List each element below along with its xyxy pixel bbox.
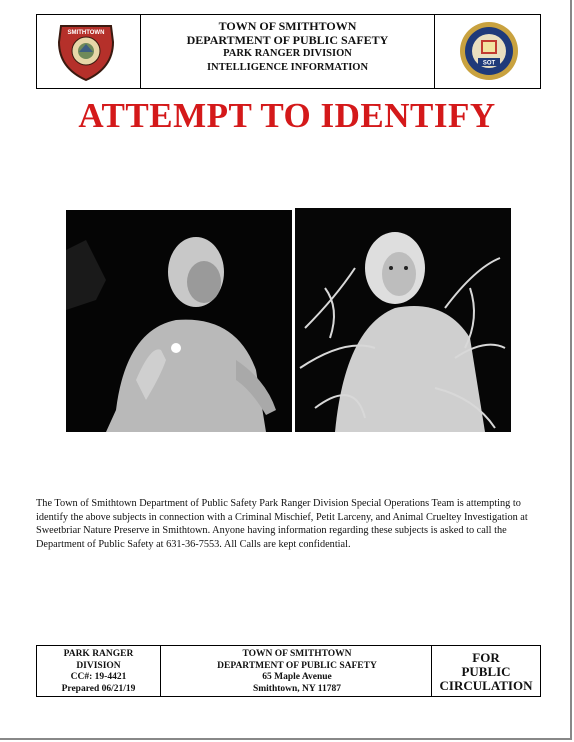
surveillance-photo-1 xyxy=(66,210,292,432)
header-left-cell xyxy=(37,15,141,88)
footer-right-line: PUBLIC xyxy=(461,664,511,679)
header-town: TOWN OF SMITHTOWN xyxy=(218,19,357,33)
header-division: PARK RANGER DIVISION xyxy=(223,48,352,59)
hooded-figure-brush-image xyxy=(295,208,511,432)
footer-left-line: PARK RANGER xyxy=(63,649,134,659)
hooded-figure-image xyxy=(66,210,292,432)
police-patch-icon xyxy=(55,22,117,82)
footer-right-line: FOR xyxy=(472,650,500,665)
header-box xyxy=(36,14,541,89)
header-section: INTELLIGENCE INFORMATION xyxy=(206,62,369,73)
footer-box xyxy=(36,645,541,697)
header-department: DEPARTMENT OF PUBLIC SAFETY xyxy=(186,33,389,47)
footer-left-line: CC#: 19-4421 xyxy=(70,672,127,682)
footer-center-line: TOWN OF SMITHTOWN xyxy=(242,649,352,659)
town-seal-icon xyxy=(459,20,519,82)
footer-left-line: DIVISION xyxy=(76,660,121,671)
footer-right-line: CIRCULATION xyxy=(439,678,533,693)
footer-left-line: Prepared 06/21/19 xyxy=(61,683,136,694)
footer-address-cell xyxy=(162,646,432,696)
header-titles xyxy=(141,19,434,75)
header-right-cell xyxy=(434,15,540,88)
page-title: ATTEMPT TO IDENTIFY xyxy=(78,96,496,135)
svg-text:SOT: SOT xyxy=(482,60,496,67)
description-text: The Town of Smithtown Department of Public Safety Park Ranger Division Special Operations Team is attempting to identify the above subjects in connection with a Criminal Mischief, Petit Larceny, and Animal Crueltey Investigation at Sweetbriar Nature Preserve in Smithtown. Anyone having information regarding these subjects is asked to call the Department of Public Safety at 631-36-7553. All Calls are kept confidential. xyxy=(36,498,528,550)
footer-center-line: 65 Maple Avenue xyxy=(262,672,332,682)
footer-center-line: DEPARTMENT OF PUBLIC SAFETY xyxy=(217,660,377,671)
footer-circulation-cell xyxy=(431,646,540,696)
footer-division-cell xyxy=(37,646,161,696)
surveillance-photo-2 xyxy=(295,208,511,432)
svg-text:SMITHTOWN: SMITHTOWN xyxy=(67,30,105,36)
footer-center-line: Smithtown, NY 11787 xyxy=(252,683,342,694)
